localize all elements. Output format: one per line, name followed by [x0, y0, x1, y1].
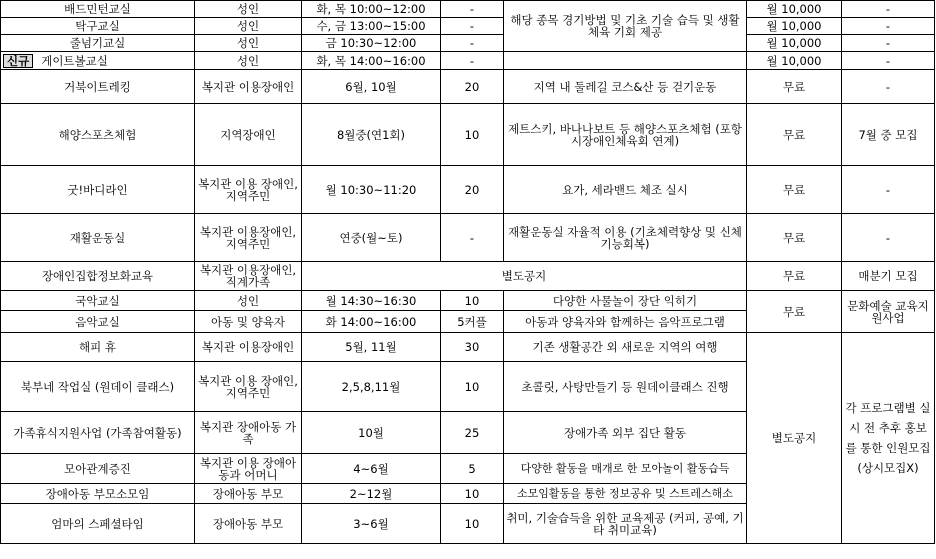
program-fee: 월 10,000 [747, 1, 842, 18]
program-schedule: 6월, 10월 [302, 70, 441, 104]
program-capacity: 5 [441, 454, 504, 484]
program-target: 복지관 이용장애인 [195, 333, 302, 362]
program-fee: 월 10,000 [747, 52, 842, 70]
program-name-cell [1, 52, 195, 70]
program-capacity: - [441, 18, 504, 35]
program-schedule: 연중(월~토) [302, 214, 441, 262]
program-name: 배드민턴교실 [1, 1, 195, 18]
program-content-empty [504, 52, 747, 70]
program-schedule: 8월중(연1회) [302, 104, 441, 166]
program-target: 성인 [195, 291, 302, 311]
program-schedule: 별도공지 [302, 262, 747, 291]
table-row [1, 291, 935, 311]
program-schedule: 금 10:30~12:00 [302, 35, 441, 52]
program-content: 재활운동실 자율적 이용 (기초체력향상 및 신체기능회복) [504, 214, 747, 262]
program-note: 매분기 모집 [842, 262, 935, 291]
program-content: 해당 종목 경기방법 및 기초 기술 습득 및 생활체육 기회 제공 [504, 1, 747, 52]
table-row [1, 18, 935, 35]
table-row [1, 262, 935, 291]
program-name: 장애아동 부모소모임 [1, 484, 195, 504]
program-note: - [842, 35, 935, 52]
program-capacity: 20 [441, 70, 504, 104]
program-name: 국악교실 [1, 291, 195, 311]
program-name: 모아관계증진 [1, 454, 195, 484]
program-note: 각 프로그램별 실시 전 추후 홍보를 통한 인원모집 (상시모집X) [842, 333, 935, 544]
program-schedule: 화, 목 14:00~16:00 [302, 52, 441, 70]
program-schedule: 수, 금 13:00~15:00 [302, 18, 441, 35]
program-note: - [842, 166, 935, 214]
program-target: 복지관 이용장애인, 직계가족 [195, 262, 302, 291]
program-content: 장애가족 외부 집단 활동 [504, 412, 747, 454]
program-name: 재활운동실 [1, 214, 195, 262]
program-note: - [842, 52, 935, 70]
program-content: 다양한 사물놀이 장단 익히기 [504, 291, 747, 311]
program-capacity: - [441, 35, 504, 52]
program-note: - [842, 214, 935, 262]
table-row [1, 104, 935, 166]
program-target: 복지관 이용 장애인, 지역주민 [195, 166, 302, 214]
program-name: 장애인집합정보화교육 [1, 262, 195, 291]
table-row [1, 52, 935, 70]
program-fee: 무료 [747, 166, 842, 214]
program-target: 복지관 장애아동 가족 [195, 412, 302, 454]
program-name: 북부네 작업실 (원데이 클래스) [1, 362, 195, 412]
new-badge: 신규 [3, 54, 33, 68]
program-target: 성인 [195, 35, 302, 52]
program-target: 복지관 이용 장애아동과 어머니 [195, 454, 302, 484]
program-name: 줄넘기교실 [1, 35, 195, 52]
table-row [1, 166, 935, 214]
program-target: 지역장애인 [195, 104, 302, 166]
program-content: 다양한 활동을 매개로 한 모아놀이 활동습득 [504, 454, 747, 484]
program-target: 성인 [195, 1, 302, 18]
program-schedule: 월 14:30~16:30 [302, 291, 441, 311]
program-name: 거북이트레킹 [1, 70, 195, 104]
program-name: 가족휴식지원사업 (가족참여활동) [1, 412, 195, 454]
program-fee: 별도공지 [747, 333, 842, 544]
program-content: 초콜릿, 사탕만들기 등 원데이클래스 진행 [504, 362, 747, 412]
program-schedule: 월 10:30~11:20 [302, 166, 441, 214]
program-capacity: 25 [441, 412, 504, 454]
program-note: - [842, 1, 935, 18]
program-fee: 월 10,000 [747, 18, 842, 35]
program-fee: 무료 [747, 262, 842, 291]
program-name: 엄마의 스페셜타임 [1, 504, 195, 544]
program-target: 복지관 이용장애인 [195, 70, 302, 104]
program-fee: 무료 [747, 214, 842, 262]
program-capacity: 10 [441, 362, 504, 412]
program-fee: 월 10,000 [747, 35, 842, 52]
program-note: - [842, 18, 935, 35]
program-target: 장애아동 부모 [195, 504, 302, 544]
program-capacity: 5커플 [441, 311, 504, 333]
program-capacity: - [441, 1, 504, 18]
program-name: 해양스포츠체험 [1, 104, 195, 166]
program-target: 장애아동 부모 [195, 484, 302, 504]
program-target: 복지관 이용장애인, 지역주민 [195, 214, 302, 262]
program-note: - [842, 70, 935, 104]
program-name: 게이트볼교실 [41, 53, 108, 68]
program-content: 소모임활동을 통한 정보공유 및 스트레스해소 [504, 484, 747, 504]
program-schedule: 3~6월 [302, 504, 441, 544]
program-content: 기존 생활공간 외 새로운 지역의 여행 [504, 333, 747, 362]
program-content: 취미, 기술습득을 위한 교육제공 (커피, 공예, 기타 취미교육) [504, 504, 747, 544]
table-row [1, 1, 935, 18]
table-row [1, 333, 935, 362]
program-schedule: 화, 목 10:00~12:00 [302, 1, 441, 18]
program-name: 굿!바디라인 [1, 166, 195, 214]
program-note: 7월 중 모집 [842, 104, 935, 166]
program-target: 성인 [195, 52, 302, 70]
program-content: 아동과 양육자와 함께하는 음악프로그램 [504, 311, 747, 333]
program-capacity: 10 [441, 504, 504, 544]
program-schedule: 10월 [302, 412, 441, 454]
program-content: 요가, 세라밴드 체조 실시 [504, 166, 747, 214]
program-capacity: - [441, 52, 504, 70]
program-content: 지역 내 둘레길 코스&산 등 걷기운동 [504, 70, 747, 104]
table-row [1, 35, 935, 52]
program-capacity: 10 [441, 291, 504, 311]
program-fee: 무료 [747, 70, 842, 104]
program-schedule: 2~12월 [302, 484, 441, 504]
program-name: 음악교실 [1, 311, 195, 333]
program-capacity: 30 [441, 333, 504, 362]
program-note: 문화예술 교육지원사업 [842, 291, 935, 333]
program-schedule: 4~6월 [302, 454, 441, 484]
program-name: 해피 휴 [1, 333, 195, 362]
table-row [1, 70, 935, 104]
table-row [1, 214, 935, 262]
program-capacity: 10 [441, 104, 504, 166]
program-target: 복지관 이용 장애인, 지역주민 [195, 362, 302, 412]
program-target: 아동 및 양육자 [195, 311, 302, 333]
program-fee: 무료 [747, 291, 842, 333]
program-target: 성인 [195, 18, 302, 35]
program-capacity: 10 [441, 484, 504, 504]
program-content: 제트스키, 바나나보트 등 해양스포츠체험 (포항시장애인체육회 연계) [504, 104, 747, 166]
program-name: 탁구교실 [1, 18, 195, 35]
program-fee: 무료 [747, 104, 842, 166]
program-capacity: 20 [441, 166, 504, 214]
program-schedule: 5월, 11월 [302, 333, 441, 362]
program-schedule: 2,5,8,11월 [302, 362, 441, 412]
program-schedule: 화 14:00~16:00 [302, 311, 441, 333]
program-capacity: - [441, 214, 504, 262]
